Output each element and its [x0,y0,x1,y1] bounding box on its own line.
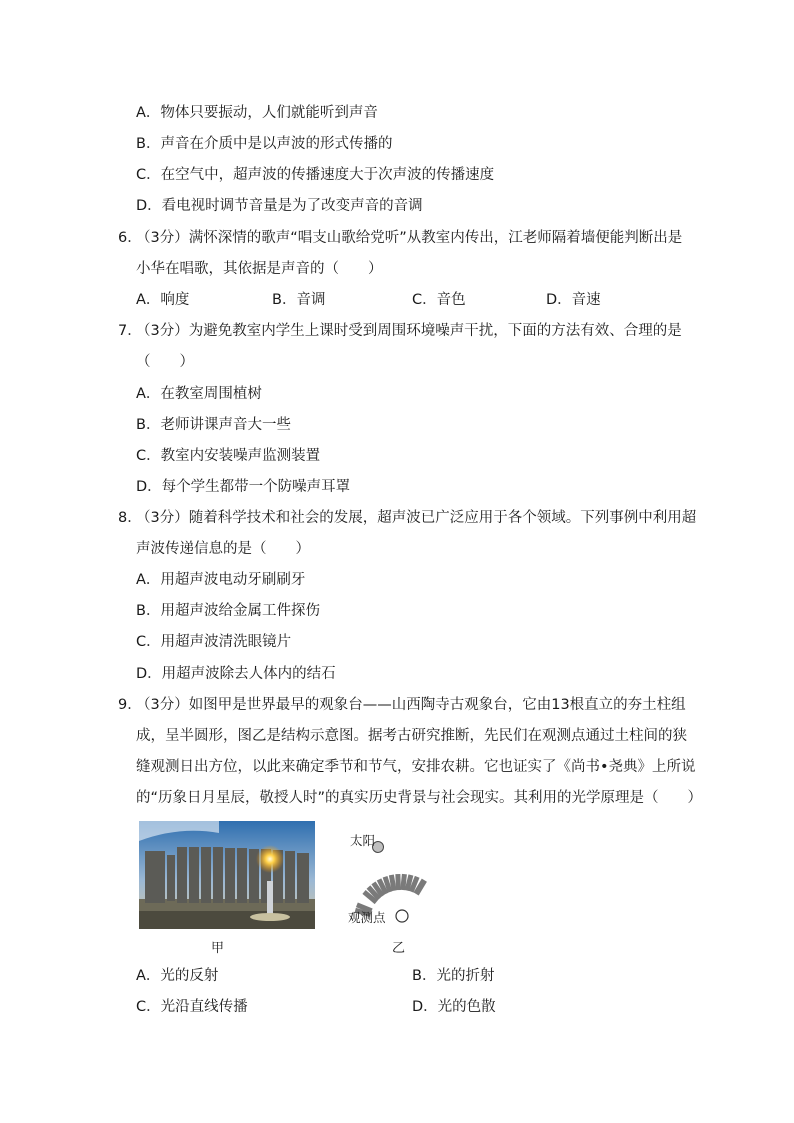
q7-stem-line1: （3分）为避免教室内学生上课时受到周围环境噪声干扰，下面的方法有效、合理的是 [136,323,682,339]
q9-option-d: D．光的色散 [412,999,496,1015]
q6-number: 6． [118,230,142,246]
q9-stem-line4: 的“历象日月星辰，敬授人时”的真实历史背景与社会现实。其利用的光学原理是（ ） [136,790,703,806]
q9-stem-line2: 成，呈半圆形，图乙是结构示意图。据考古研究推断，先民们在观测点通过土柱间的狭 [136,728,687,744]
q8-option-c: C．用超声波清洗眼镜片 [136,634,292,650]
observer-point-icon [396,910,408,922]
q7-option-a: A．在教室周围植树 [136,386,262,402]
figure-a-caption: 甲 [211,941,225,956]
q5-option-c: C．在空气中，超声波的传播速度大于次声波的传播速度 [136,167,495,183]
q8-option-a: A．用超声波电动牙刷刷牙 [136,572,306,588]
q6-stem-line2: 小华在唱歌，其依据是声音的（ ） [136,261,383,277]
q7-stem-line2: （ ） [136,354,194,370]
q9-option-c: C．光沿直线传播 [136,999,248,1015]
q5-option-d: D．看电视时调节音量是为了改变声音的音调 [136,198,423,214]
q6-option-c: C．音色 [412,292,466,308]
observer-label: 观测点 [348,910,386,925]
q7-option-b: B．老师讲课声音大一些 [136,417,291,433]
q5-option-b: B．声音在介质中是以声波的形式传播的 [136,136,393,152]
observatory-photo [139,821,315,929]
q5-option-a: A．物体只要振动，人们就能听到声音 [136,105,378,121]
q9-stem-line3: 缝观测日出方位，以此来确定季节和节气，安排农耕。它也证实了《尚书•尧典》上所说 [136,759,696,775]
q7-option-d: D．每个学生都带一个防噪声耳罩 [136,479,351,495]
q8-number: 8． [118,510,142,526]
q7-option-c: C．教室内安装噪声监测装置 [136,448,321,464]
figure-b-caption: 乙 [392,941,406,956]
q9-option-b: B．光的折射 [412,968,495,984]
q6-option-b: B．音调 [272,292,326,308]
observatory-diagram [336,826,466,930]
q9-stem-line1: （3分）如图甲是世界最早的观象台——山西陶寺古观象台，它由13根直立的夯土柱组 [136,697,686,713]
q6-option-d: D．音速 [546,292,601,308]
q9-option-a: A．光的反射 [136,968,219,984]
q7-number: 7． [118,323,142,339]
q6-stem-line1: （3分）满怀深情的歌声“唱支山歌给党听”从教室内传出，江老师隔着墙便能判断出是 [136,230,683,246]
q8-stem-line1: （3分）随着科学技术和社会的发展，超声波已广泛应用于各个领域。下列事例中利用超 [136,510,697,526]
q6-option-a: A．响度 [136,292,190,308]
q8-option-b: B．用超声波给金属工件探伤 [136,603,320,619]
q8-option-d: D．用超声波除去人体内的结石 [136,666,336,682]
q8-stem-line2: 声波传递信息的是（ ） [136,541,310,557]
q9-number: 9． [118,697,142,713]
sun-label: 太阳 [350,833,376,848]
